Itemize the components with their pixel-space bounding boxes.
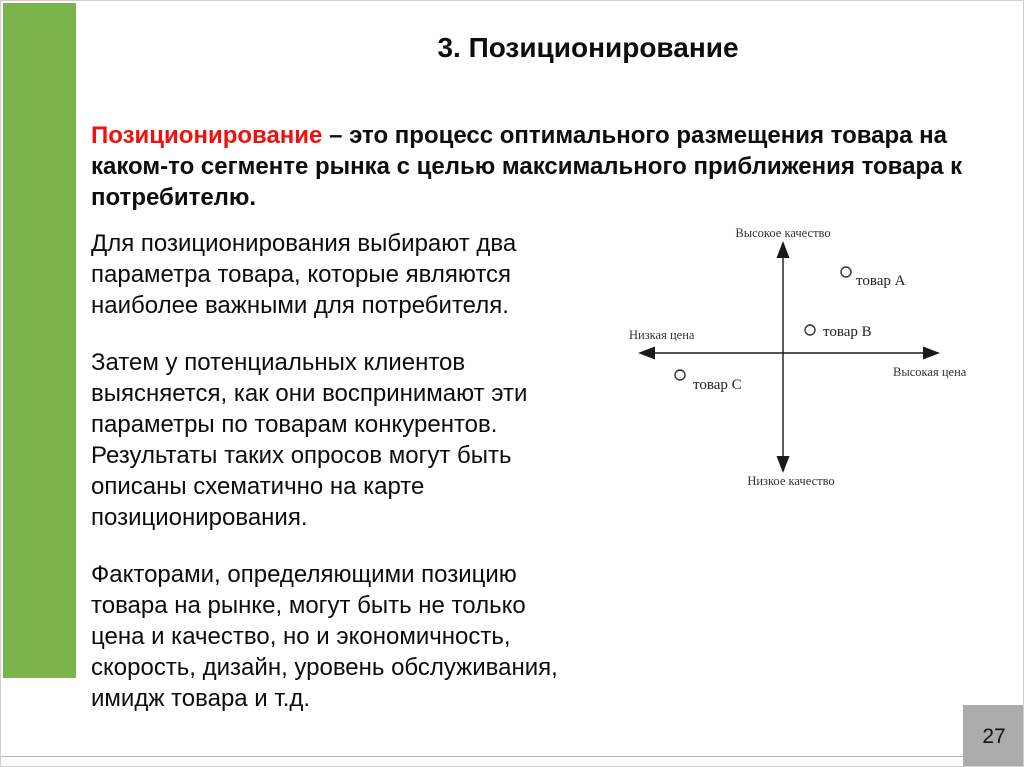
definition-line-1-rest: – это процесс оптимального размещения товара на [322, 122, 948, 149]
arrow-up-icon [777, 241, 790, 258]
text-line: описаны схематично на карте [91, 473, 425, 500]
point-product-b [805, 325, 815, 335]
definition-line-2: каком-то сегменте рынка с целью максимального приближения товара к [91, 153, 963, 180]
text-line: скорость, дизайн, уровень обслуживания, [91, 654, 558, 681]
axis-label-right: Высокая цена [893, 365, 967, 379]
page-number: 27 [982, 724, 1006, 748]
text-line: выясняется, как они воспринимают эти [91, 380, 528, 407]
point-product-c [675, 370, 685, 380]
footer-strip [1, 756, 1023, 766]
text-line: Для позиционирования выбирают два [91, 230, 517, 257]
text-line: Факторами, определяющими позицию [91, 561, 517, 588]
axis-label-bottom: Низкое качество [747, 474, 835, 488]
paragraph-parameters [91, 228, 596, 321]
point-label-product-c: товар C [693, 377, 742, 393]
text-line: наиболее важными для потребителя. [91, 292, 509, 319]
definition-term: Позиционирование [91, 122, 323, 149]
definition-paragraph [91, 120, 1011, 213]
definition-line-3: потребителю. [91, 184, 257, 211]
point-label-product-a: товар A [856, 273, 906, 289]
definition-line-1 [91, 120, 1011, 151]
left-accent-bar [3, 3, 76, 678]
text-line: Результаты таких опросов могут быть [91, 442, 512, 469]
body-text-column [91, 228, 596, 740]
paragraph-factors [91, 559, 596, 714]
axis-label-left: Низкая цена [629, 328, 695, 342]
point-label-product-b: товар B [823, 324, 872, 340]
text-line: позиционирования. [91, 504, 308, 531]
text-line: имидж товара и т.д. [91, 685, 311, 712]
text-line: параметры по товарам конкурентов. [91, 411, 498, 438]
text-line: Затем у потенциальных клиентов [91, 349, 466, 376]
text-line: товара на рынке, могут быть не только [91, 592, 526, 619]
arrow-right-icon [923, 347, 940, 360]
slide-title: 3. Позиционирование [437, 32, 739, 63]
page-number-box [963, 705, 1024, 767]
point-product-a [841, 267, 851, 277]
text-line: цена и качество, но и экономичность, [91, 623, 511, 650]
arrow-down-icon [777, 456, 790, 473]
arrow-left-icon [638, 347, 655, 360]
positioning-map-diagram [616, 223, 1016, 493]
paragraph-clients [91, 347, 596, 533]
text-line: параметра товара, которые являются [91, 261, 512, 288]
axis-label-top: Высокое качество [735, 226, 831, 240]
